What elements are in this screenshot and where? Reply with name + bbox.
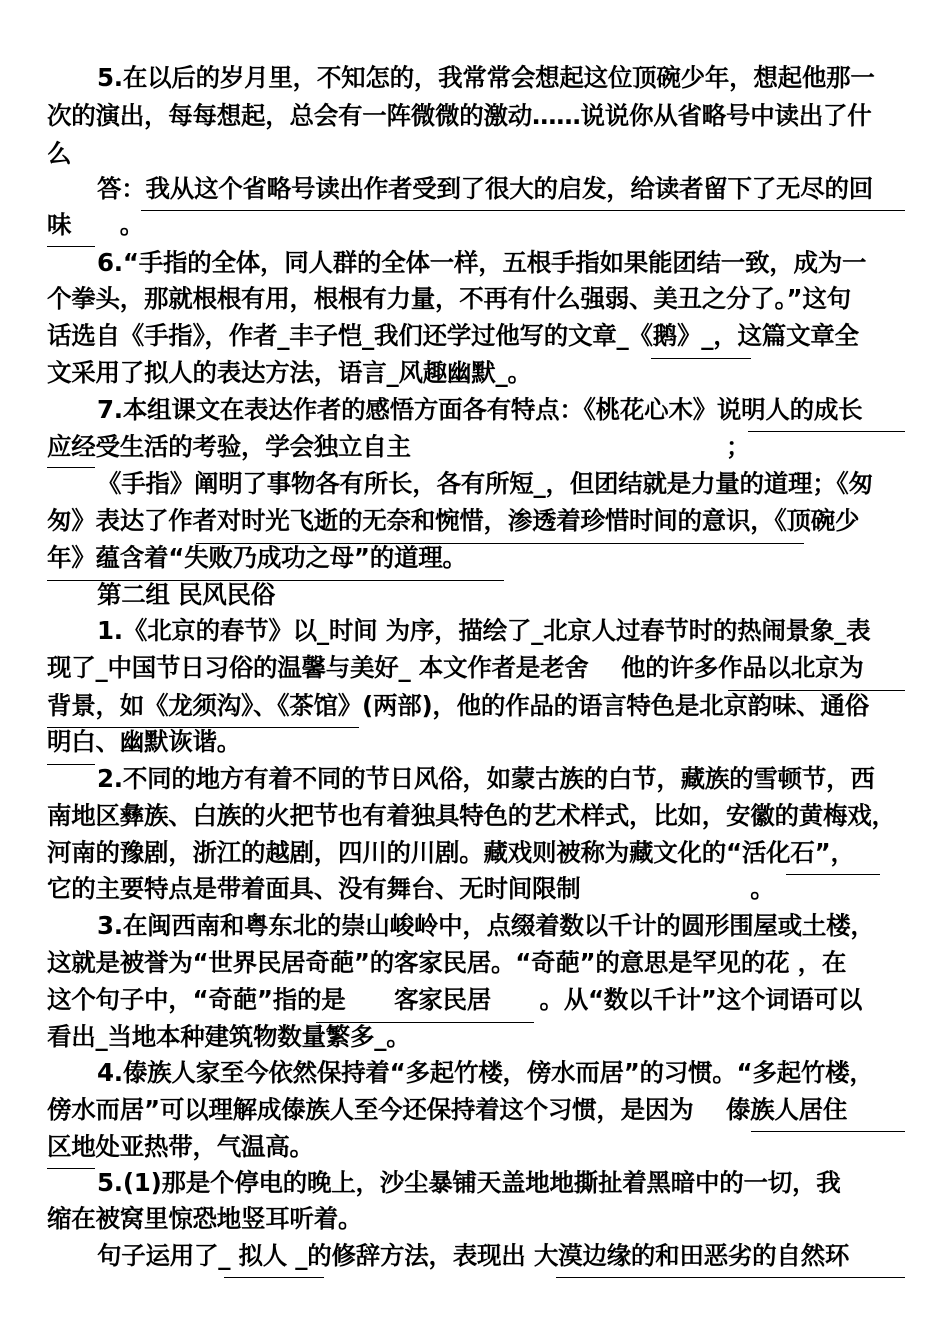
answer-underline bbox=[556, 1277, 905, 1278]
answer-underline bbox=[196, 543, 804, 544]
text-line: 味 。 bbox=[47, 210, 144, 239]
text-line: 现了_中国节日习俗的温馨与美好_ 本文作者是老舍 他的许多作品以北京为 bbox=[47, 653, 864, 682]
answer-underline bbox=[47, 727, 359, 728]
text-line: 年》蕴含着“失败乃成功之母”的道理。 bbox=[47, 543, 467, 572]
answer-underline bbox=[728, 690, 905, 691]
answer-underline bbox=[47, 467, 95, 468]
text-line: 2.不同的地方有着不同的节日风俗，如蒙古族的白节，藏族的雪顿节，西 bbox=[97, 764, 875, 793]
text-line: 7.本组课文在表达作者的感悟方面各有特点：《桃花心木》说明人的成长 bbox=[97, 395, 863, 424]
section-heading: 第二组 民风民俗 bbox=[97, 580, 276, 609]
text-line: 个拳头，那就根根有用，根根有力量，不再有什么强弱、美丑之分了。”这句 bbox=[47, 284, 851, 313]
text-line: 句子运用了_ 拟人 _的修辞方法，表现出 大漠边缘的和田恶劣的自然环 bbox=[97, 1241, 850, 1270]
answer-underline bbox=[316, 1022, 534, 1023]
answer-underline bbox=[751, 1131, 905, 1132]
text-line: 匆》表达了作者对时光飞逝的无奈和惋惜，渗透着珍惜时间的意识，《顶碗少 bbox=[47, 506, 860, 535]
text-line: 这个句子中，“奇葩”指的是 客家民居 。从“数以千计”这个词语可以 bbox=[47, 985, 863, 1014]
text-line: 答：我从这个省略号读出作者受到了很大的启发，给读者留下了无尽的回 bbox=[97, 174, 873, 203]
text-line: 缩在被窝里惊恐地竖耳听着。 bbox=[47, 1204, 363, 1233]
text-line: 南地区彝族、白族的火把节也有着独具特色的艺术样式，比如，安徽的黄梅戏， bbox=[47, 801, 896, 830]
answer-underline bbox=[47, 1168, 95, 1169]
text-line: 《手指》阐明了事物各有所长，各有所短_，但团结就是力量的道理；《匆 bbox=[97, 469, 873, 498]
text-line: 这就是被誉为“世界民居奇葩”的客家民居。“奇葩”的意思是罕见的花 ，在 bbox=[47, 948, 847, 977]
text-line: 4.傣族人家至今依然保持着“多起竹楼，傍水而居”的习惯。“多起竹楼， bbox=[97, 1058, 874, 1087]
answer-underline bbox=[47, 764, 95, 765]
answer-underline bbox=[224, 1277, 324, 1278]
text-line: 区地处亚热带，气温高。 bbox=[47, 1132, 314, 1161]
answer-underline bbox=[651, 358, 751, 359]
answer-underline bbox=[748, 431, 905, 432]
text-line: 应经受生活的考验，学会独立自主 ； bbox=[47, 432, 751, 461]
answer-underline bbox=[47, 246, 95, 247]
text-line: 傍水而居”可以理解成傣族人至今还保持着这个习惯，是因为 傣族人居住 bbox=[47, 1095, 848, 1124]
text-line: 话选自《手指》，作者_丰子恺_我们还学过他写的文章_《鹅》_，这篇文章全 bbox=[47, 321, 859, 350]
answer-underline bbox=[141, 210, 905, 211]
text-line: 它的主要特点是带着面具、没有舞台、无时间限制 。 bbox=[47, 874, 775, 903]
text-line: 3.在闽西南和粤东北的崇山峻岭中，点缀着数以千计的圆形围屋或土楼， bbox=[97, 911, 875, 940]
text-line: 明白、幽默诙谐。 bbox=[47, 727, 241, 756]
answer-underline bbox=[786, 874, 880, 875]
text-line: 次的演出，每每想起，总会有一阵微微的激动……说说你从省略号中读出了什 bbox=[47, 101, 872, 130]
text-line: 5.在以后的岁月里，不知怎的，我常常会想起这位顶碗少年，想起他那一 bbox=[97, 63, 875, 92]
text-line: 5.(1)那是个停电的晚上，沙尘暴铺天盖地地撕扯着黑暗中的一切，我 bbox=[97, 1168, 841, 1197]
text-line: 1.《北京的春节》以_时间 为序，描绘了_北京人过春节时的热闹景象_表 bbox=[97, 616, 871, 645]
text-line: 背景，如《龙须沟》、《茶馆》(两部)，他的作品的语言特色是北京韵味、通俗 bbox=[47, 691, 869, 720]
text-line: 看出_当地本种建筑物数量繁多_。 bbox=[47, 1022, 411, 1051]
answer-underline bbox=[47, 580, 504, 581]
text-line: 文采用了拟人的表达方法，语言_风趣幽默_。 bbox=[47, 358, 532, 387]
text-line: 么 bbox=[47, 139, 72, 168]
text-line: 河南的豫剧，浙江的越剧，四川的川剧。藏戏则被称为藏文化的“活化石”， bbox=[47, 838, 855, 867]
text-line: 6.“手指的全体，同人群的全体一样，五根手指如果能团结一致，成为一 bbox=[97, 248, 867, 277]
